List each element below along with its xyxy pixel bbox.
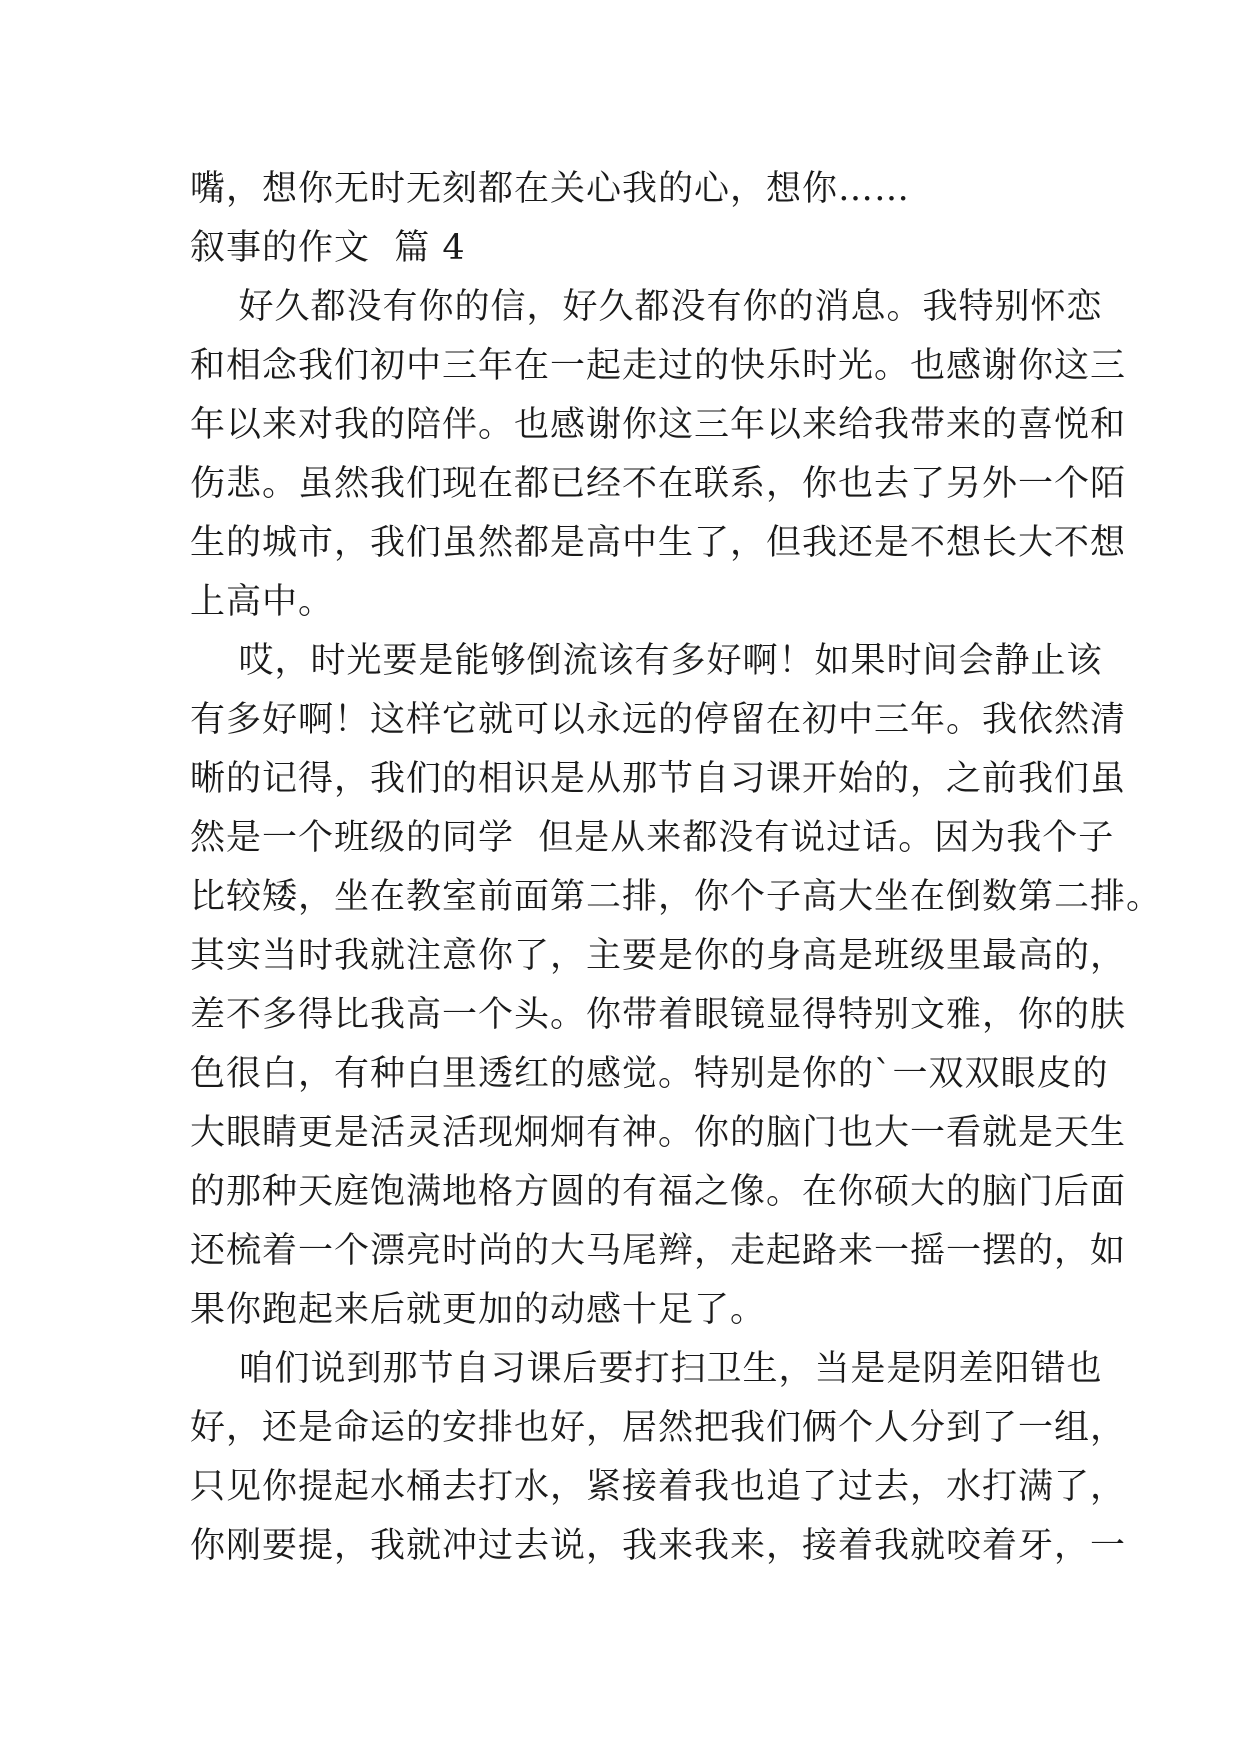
text-line: 只见你提起水桶去打水，紧接着我也追了过去，水打满了，	[190, 1467, 1127, 1507]
text-line: 好久都没有你的信，好久都没有你的消息。我特别怀恋	[190, 287, 1103, 327]
text-line: 大眼睛更是活灵活现炯炯有神。你的脑门也大一看就是天生	[190, 1113, 1127, 1153]
text-line: 有多好啊！这样它就可以永远的停留在初中三年。我依然清	[190, 700, 1127, 740]
text-line: 伤悲。虽然我们现在都已经不在联系，你也去了另外一个陌	[190, 464, 1127, 504]
text-line: 和相念我们初中三年在一起走过的快乐时光。也感谢你这三	[190, 346, 1127, 386]
text-line: 哎，时光要是能够倒流该有多好啊！如果时间会静止该	[190, 641, 1103, 681]
text-line: 的那种天庭饱满地格方圆的有福之像。在你硕大的脑门后面	[190, 1172, 1127, 1212]
text-line: 上高中。	[190, 582, 335, 622]
text-line: 咱们说到那节自习课后要打扫卫生，当是是阴差阳错也	[190, 1349, 1103, 1389]
text-line: 还梳着一个漂亮时尚的大马尾辫，走起路来一摇一摆的，如	[190, 1231, 1127, 1271]
text-line: 你刚要提，我就冲过去说，我来我来，接着我就咬着牙，一	[190, 1526, 1127, 1566]
document-body	[190, 160, 1163, 1576]
text-line: 嘴，想你无时无刻都在关心我的心，想你……	[190, 169, 911, 209]
text-line: 色很白，有种白里透红的感觉。特别是你的`一双双眼皮的	[190, 1054, 1109, 1094]
text-line: 然是一个班级的同学 但是从来都没有说过话。因为我个子	[190, 818, 1115, 858]
text-line: 晰的记得，我们的相识是从那节自习课开始的，之前我们虽	[190, 759, 1127, 799]
text-line: 比较矮，坐在教室前面第二排，你个子高大坐在倒数第二排。	[190, 877, 1163, 917]
section-heading: 叙事的作文 篇 4	[190, 228, 466, 268]
text-line: 其实当时我就注意你了，主要是你的身高是班级里最高的，	[190, 936, 1127, 976]
text-line: 差不多得比我高一个头。你带着眼镜显得特别文雅，你的肤	[190, 995, 1127, 1035]
text-line: 生的城市，我们虽然都是高中生了，但我还是不想长大不想	[190, 523, 1127, 563]
text-line: 好，还是命运的安排也好，居然把我们俩个人分到了一组，	[190, 1408, 1127, 1448]
text-line: 年以来对我的陪伴。也感谢你这三年以来给我带来的喜悦和	[190, 405, 1127, 445]
text-line: 果你跑起来后就更加的动感十足了。	[190, 1290, 767, 1330]
